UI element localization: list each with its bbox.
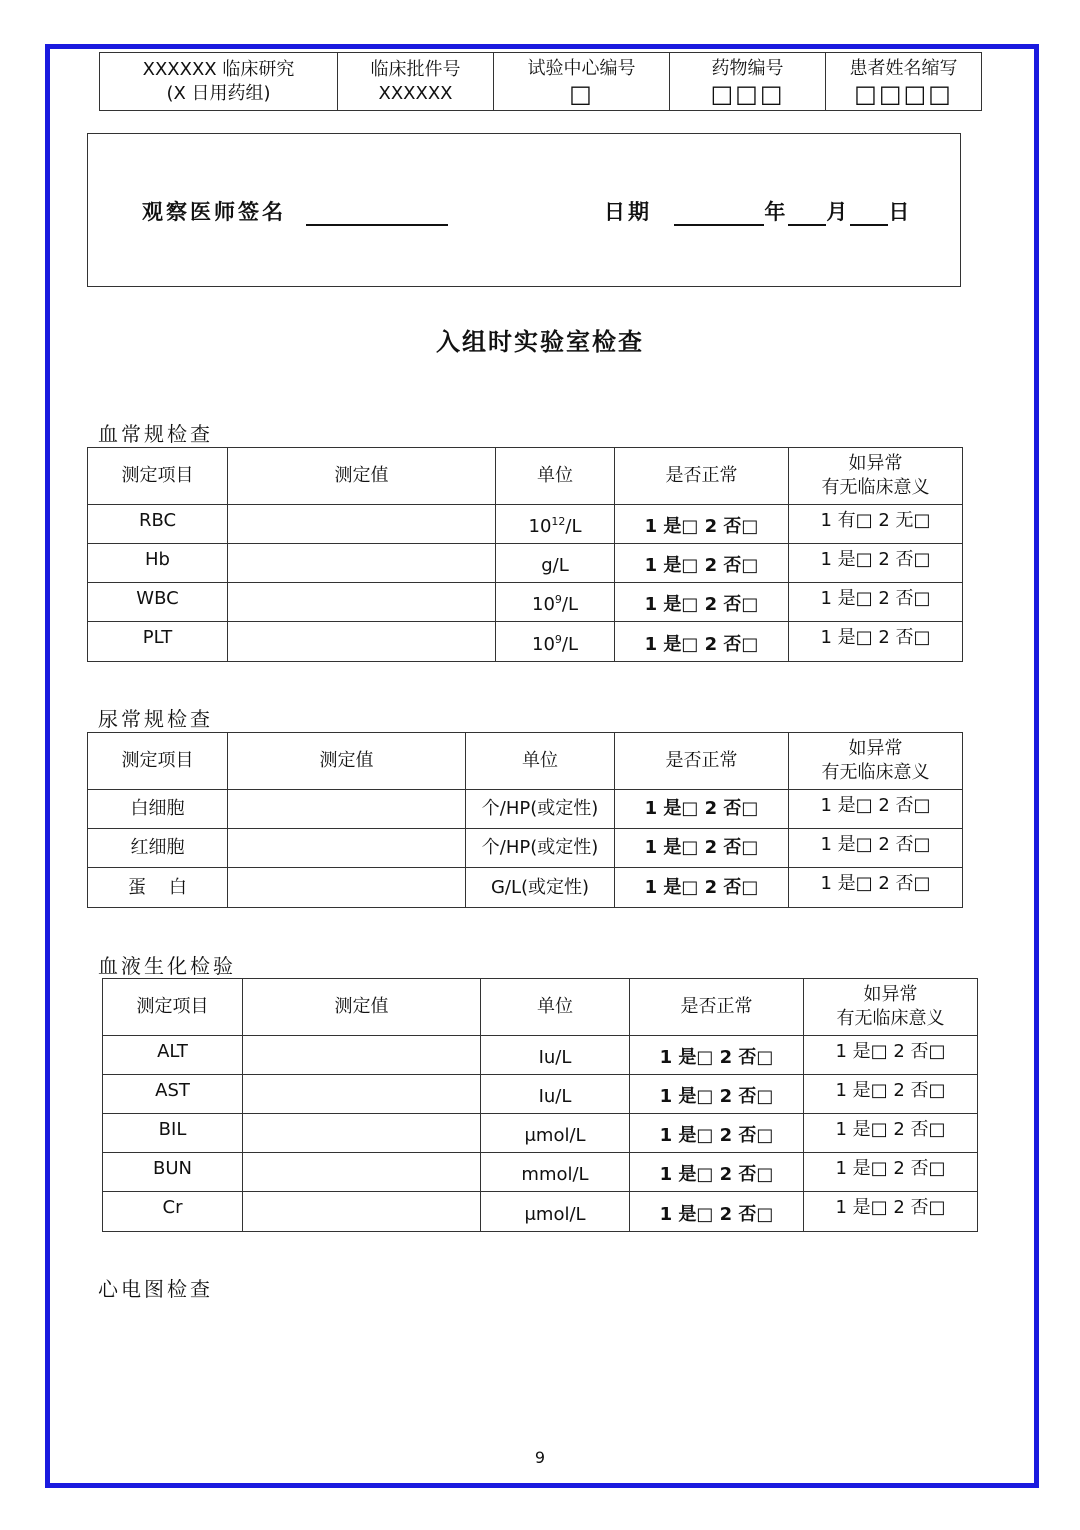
normal-choice[interactable]: 1 是□ 2 否□ bbox=[630, 1153, 804, 1192]
unit-base: 10 bbox=[528, 516, 552, 537]
col-sig-line2: 有无临床意义 bbox=[836, 1008, 945, 1029]
table-row bbox=[88, 583, 963, 622]
item-name: Hb bbox=[88, 544, 228, 583]
table-row bbox=[103, 1114, 978, 1153]
blood-heading: 血常规检查 bbox=[98, 422, 213, 446]
center-boxes[interactable]: □ bbox=[569, 79, 594, 108]
col-value: 测定值 bbox=[228, 448, 496, 505]
col-significance bbox=[804, 979, 978, 1036]
col-value: 测定值 bbox=[228, 733, 466, 790]
col-significance bbox=[789, 448, 963, 505]
unit: mmol/L bbox=[481, 1153, 630, 1192]
col-value: 测定值 bbox=[243, 979, 481, 1036]
unit-exponent: 12 bbox=[551, 515, 566, 528]
unit: 个/HP(或定性) bbox=[466, 790, 615, 829]
unit-exponent: 9 bbox=[554, 593, 562, 606]
col-unit: 单位 bbox=[496, 448, 615, 505]
value-field[interactable] bbox=[243, 1075, 481, 1114]
table-row bbox=[88, 868, 963, 908]
value-field[interactable] bbox=[228, 544, 496, 583]
col-normal: 是否正常 bbox=[615, 733, 789, 790]
unit-tail: /L bbox=[561, 594, 578, 615]
date-day-label: 日 bbox=[888, 200, 913, 224]
study-cell bbox=[100, 53, 338, 111]
drug-cell bbox=[670, 53, 826, 111]
unit-exponent: 9 bbox=[554, 632, 562, 646]
table-row bbox=[88, 544, 963, 583]
date-day-field[interactable] bbox=[850, 204, 888, 226]
table-row bbox=[103, 1036, 978, 1075]
significance-choice[interactable]: 1 是□ 2 否□ bbox=[804, 1114, 978, 1153]
patient-label: 患者姓名缩写 bbox=[849, 57, 958, 79]
unit: g/L bbox=[496, 544, 615, 583]
col-item: 测定项目 bbox=[103, 979, 243, 1036]
unit: G/L(或定性) bbox=[466, 868, 615, 908]
value-field[interactable] bbox=[243, 1192, 481, 1232]
unit bbox=[496, 583, 615, 622]
document-title: 入组时实验室检查 bbox=[436, 328, 644, 356]
unit-tail: /L bbox=[561, 633, 578, 655]
value-field[interactable] bbox=[228, 622, 496, 662]
center-cell bbox=[494, 53, 670, 111]
doctor-signature-field[interactable] bbox=[306, 204, 448, 226]
significance-choice[interactable]: 1 是□ 2 否□ bbox=[789, 829, 963, 868]
unit-base: 10 bbox=[532, 594, 555, 615]
item-name: BUN bbox=[103, 1153, 243, 1192]
significance-choice[interactable]: 1 是□ 2 否□ bbox=[804, 1153, 978, 1192]
item-name: PLT bbox=[88, 622, 228, 662]
normal-choice[interactable]: 1 是□ 2 否□ bbox=[630, 1192, 804, 1232]
col-normal: 是否正常 bbox=[630, 979, 804, 1036]
significance-choice[interactable]: 1 是□ 2 否□ bbox=[789, 790, 963, 829]
normal-choice[interactable]: 1 是□ 2 否□ bbox=[615, 544, 789, 583]
normal-choice[interactable]: 1 是□ 2 否□ bbox=[615, 790, 789, 829]
col-sig-line2: 有无临床意义 bbox=[821, 477, 930, 498]
value-field[interactable] bbox=[228, 829, 466, 868]
col-normal: 是否正常 bbox=[615, 448, 789, 505]
significance-choice[interactable]: 1 是□ 2 否□ bbox=[804, 1075, 978, 1114]
center-label: 试验中心编号 bbox=[527, 57, 636, 79]
unit: μmol/L bbox=[481, 1192, 630, 1232]
item-name: BIL bbox=[103, 1114, 243, 1153]
normal-choice[interactable]: 1 是□ 2 否□ bbox=[630, 1114, 804, 1153]
table-row bbox=[88, 829, 963, 868]
signature-box bbox=[87, 133, 961, 287]
unit bbox=[496, 622, 615, 662]
value-field[interactable] bbox=[243, 1036, 481, 1075]
drug-label: 药物编号 bbox=[711, 57, 784, 79]
significance-choice[interactable]: 1 是□ 2 否□ bbox=[804, 1036, 978, 1075]
normal-choice[interactable]: 1 是□ 2 否□ bbox=[615, 505, 789, 544]
col-sig-line1: 如异常 bbox=[848, 738, 903, 759]
col-significance bbox=[789, 733, 963, 790]
item-name: RBC bbox=[88, 505, 228, 544]
table-row bbox=[103, 1075, 978, 1114]
item-name: 蛋 白 bbox=[88, 868, 228, 908]
unit: 个/HP(或定性) bbox=[466, 829, 615, 868]
item-name: AST bbox=[103, 1075, 243, 1114]
item-name: WBC bbox=[88, 583, 228, 622]
unit-tail: /L bbox=[565, 516, 582, 537]
item-name: Cr bbox=[103, 1192, 243, 1232]
batch-value: XXXXXX bbox=[378, 82, 453, 104]
signature-date bbox=[604, 196, 912, 226]
patient-boxes[interactable]: □□□□ bbox=[854, 79, 953, 108]
biochem-table bbox=[102, 978, 978, 1232]
item-name: 白细胞 bbox=[88, 790, 228, 829]
value-field[interactable] bbox=[228, 583, 496, 622]
urine-heading: 尿常规检查 bbox=[98, 707, 213, 731]
significance-choice[interactable]: 1 是□ 2 否□ bbox=[804, 1192, 978, 1232]
significance-choice[interactable]: 1 是□ 2 否□ bbox=[789, 583, 963, 622]
significance-choice[interactable]: 1 有□ 2 无□ bbox=[789, 505, 963, 544]
batch-cell bbox=[338, 53, 494, 111]
significance-choice[interactable]: 1 是□ 2 否□ bbox=[789, 544, 963, 583]
col-sig-line1: 如异常 bbox=[848, 453, 903, 474]
date-label: 日期 bbox=[604, 200, 652, 224]
doctor-signature bbox=[142, 196, 448, 226]
study-group: (X 日用药组) bbox=[166, 82, 271, 104]
date-month-field[interactable] bbox=[788, 204, 826, 226]
biochem-heading: 血液生化检验 bbox=[98, 954, 236, 978]
table-row bbox=[88, 622, 963, 662]
normal-choice[interactable]: 1 是□ 2 否□ bbox=[615, 583, 789, 622]
normal-choice[interactable]: 1 是□ 2 否□ bbox=[630, 1075, 804, 1114]
date-year-label: 年 bbox=[764, 200, 789, 224]
date-month-label: 月 bbox=[826, 200, 851, 224]
item-name: ALT bbox=[103, 1036, 243, 1075]
doctor-signature-label: 观察医师签名 bbox=[142, 200, 286, 224]
unit-base: 10 bbox=[532, 633, 555, 655]
study-name: XXXXXX 临床研究 bbox=[142, 58, 295, 80]
table-row bbox=[88, 790, 963, 829]
page-number: 9 bbox=[534, 1448, 546, 1467]
normal-choice[interactable]: 1 是□ 2 否□ bbox=[615, 868, 789, 908]
significance-choice[interactable]: 1 是□ 2 否□ bbox=[789, 868, 963, 908]
patient-cell bbox=[826, 53, 982, 111]
value-field[interactable] bbox=[228, 505, 496, 544]
header-table bbox=[99, 52, 982, 111]
col-unit: 单位 bbox=[466, 733, 615, 790]
col-sig-line1: 如异常 bbox=[863, 984, 918, 1005]
value-field[interactable] bbox=[243, 1153, 481, 1192]
date-year-field[interactable] bbox=[674, 204, 764, 226]
urine-table bbox=[87, 732, 963, 908]
normal-choice[interactable]: 1 是□ 2 否□ bbox=[615, 622, 789, 662]
significance-choice[interactable]: 1 是□ 2 否□ bbox=[789, 622, 963, 662]
col-item: 测定项目 bbox=[88, 448, 228, 505]
unit: μmol/L bbox=[481, 1114, 630, 1153]
ecg-heading: 心电图检查 bbox=[98, 1277, 213, 1301]
batch-label: 临床批件号 bbox=[370, 58, 461, 80]
normal-choice[interactable]: 1 是□ 2 否□ bbox=[630, 1036, 804, 1075]
col-sig-line2: 有无临床意义 bbox=[821, 762, 930, 783]
unit: Iu/L bbox=[481, 1036, 630, 1075]
table-row bbox=[103, 1153, 978, 1192]
col-item: 测定项目 bbox=[88, 733, 228, 790]
value-field[interactable] bbox=[243, 1114, 481, 1153]
blood-table bbox=[87, 447, 963, 662]
table-row bbox=[103, 1192, 978, 1232]
normal-choice[interactable]: 1 是□ 2 否□ bbox=[615, 829, 789, 868]
col-unit: 单位 bbox=[481, 979, 630, 1036]
item-name: 红细胞 bbox=[88, 829, 228, 868]
table-row bbox=[88, 505, 963, 544]
unit: Iu/L bbox=[481, 1075, 630, 1114]
value-field[interactable] bbox=[228, 868, 466, 908]
value-field[interactable] bbox=[228, 790, 466, 829]
unit bbox=[496, 505, 615, 544]
drug-boxes[interactable]: □□□ bbox=[710, 79, 785, 108]
